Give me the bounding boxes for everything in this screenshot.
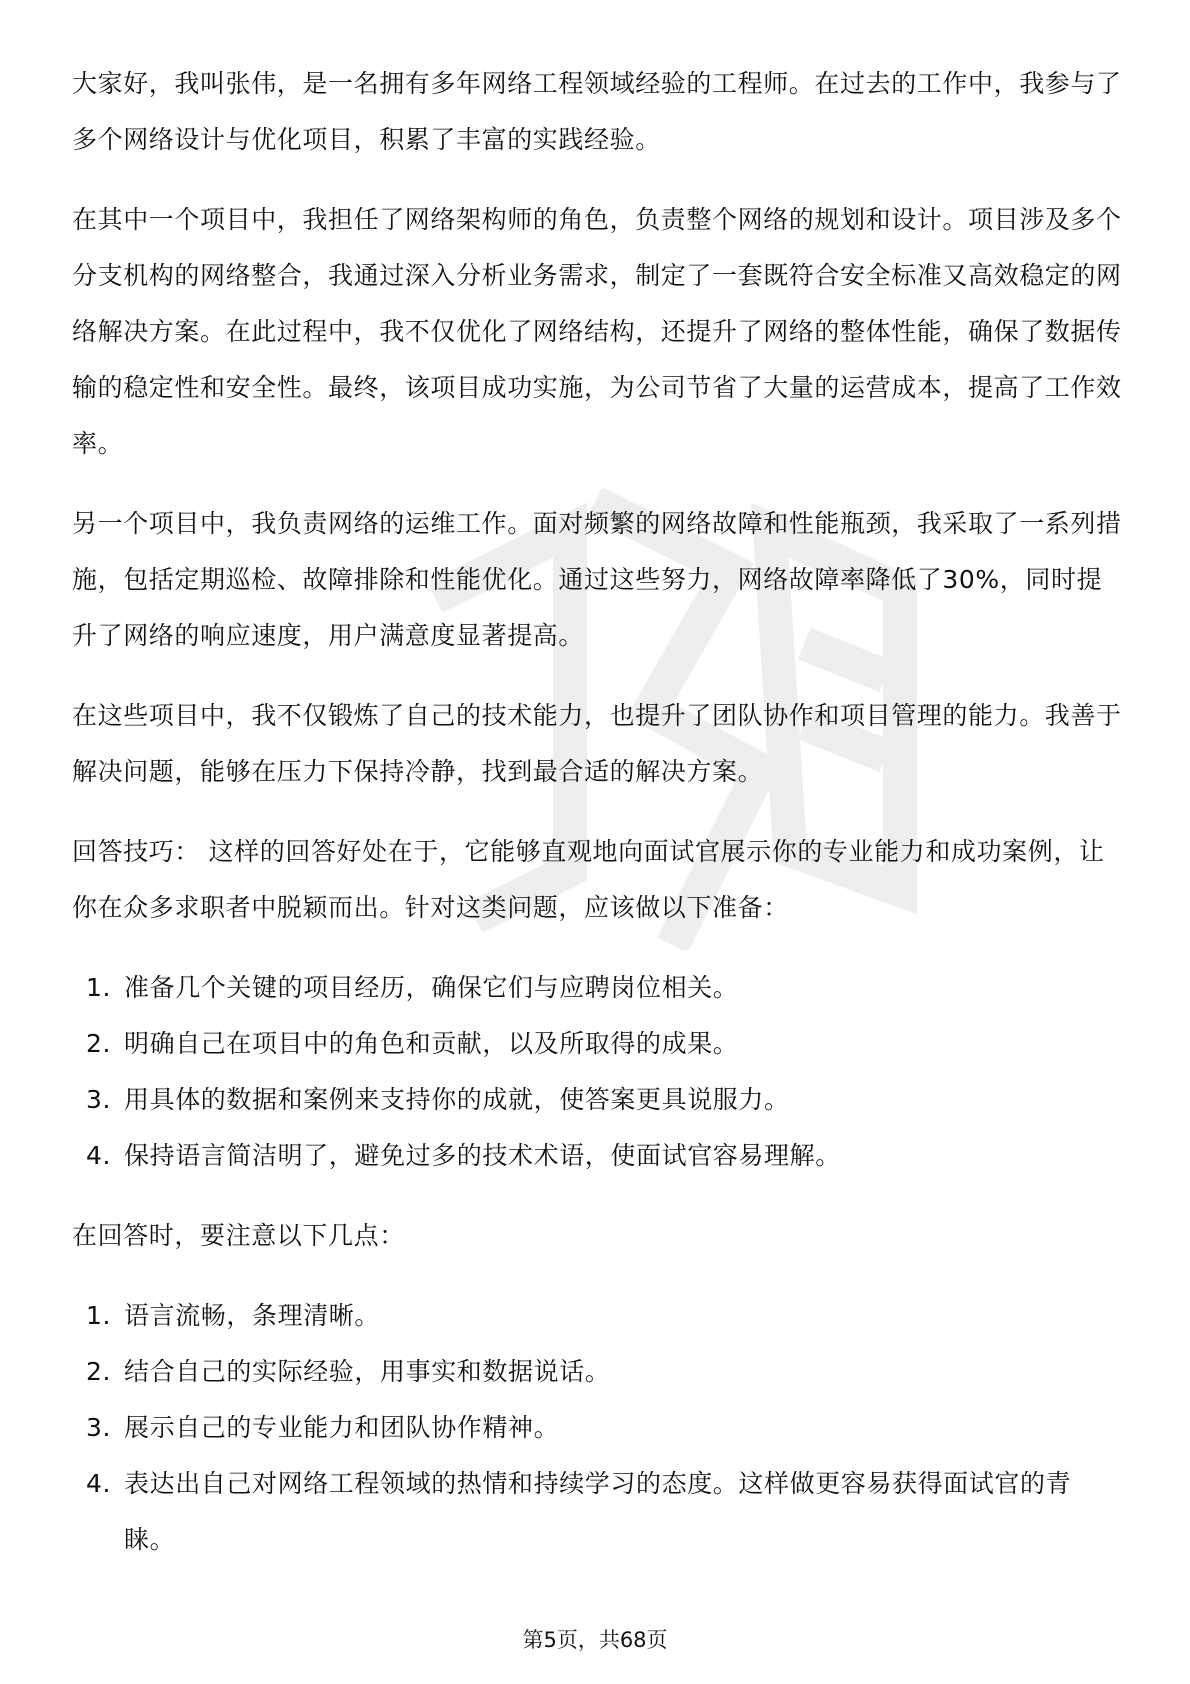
list-item <box>72 1456 1122 1568</box>
notes-list <box>72 1288 1122 1568</box>
list-item <box>72 1128 1122 1184</box>
list-item <box>72 1288 1122 1344</box>
project-two-paragraph: 另一个项目中，我负责网络的运维工作。面对频繁的网络故障和性能瓶颈，我采取了一系列措施，包括定期巡检、故障排除和性能优化。通过这些努力，网络故障率降低了30%，同时提升了网络的响应速度，用户满意度显著提高。 <box>72 509 1122 650</box>
list-item-text: 展示自己的专业能力和团队协作精神。 <box>124 1413 560 1442</box>
list-item <box>72 1400 1122 1456</box>
list-item-text: 明确自己在项目中的角色和贡献，以及所取得的成果。 <box>124 1029 739 1058</box>
list-item-text: 表达出自己对网络工程领域的热情和持续学习的态度。这样做更容易获得面试官的青睐。 <box>124 1469 1072 1554</box>
project-one-paragraph: 在其中一个项目中，我担任了网络架构师的角色，负责整个网络的规划和设计。项目涉及多个分支机构的网络整合，我通过深入分析业务需求，制定了一套既符合安全标准又高效稳定的网络解决方案。在此过程中，我不仅优化了网络结构，还提升了网络的整体性能，确保了数据传输的稳定性和安全性。最终，该项目成功实施，为公司节省了大量的运营成本，提高了工作效率。 <box>72 205 1122 458</box>
list-item-text: 结合自己的实际经验，用事实和数据说话。 <box>124 1357 611 1386</box>
list-item <box>72 960 1122 1016</box>
list-number: 1. <box>86 1301 112 1330</box>
list-item-text: 保持语言简洁明了，避免过多的技术术语，使面试官容易理解。 <box>124 1141 841 1170</box>
list-item <box>72 1344 1122 1400</box>
intro-paragraph: 大家好，我叫张伟，是一名拥有多年网络工程领域经验的工程师。在过去的工作中，我参与了多个网络设计与优化项目，积累了丰富的实践经验。 <box>72 69 1122 154</box>
preparation-list <box>72 960 1122 1184</box>
list-item <box>72 1016 1122 1072</box>
list-item <box>72 1072 1122 1128</box>
summary-paragraph: 在这些项目中，我不仅锻炼了自己的技术能力，也提升了团队协作和项目管理的能力。我善于解决问题，能够在压力下保持冷静，找到最合适的解决方案。 <box>72 701 1122 786</box>
list-item-text: 用具体的数据和案例来支持你的成就，使答案更具说服力。 <box>124 1085 790 1114</box>
list-number: 3. <box>86 1085 112 1114</box>
list-number: 2. <box>86 1029 112 1058</box>
page-footer: 第5页，共68页 <box>522 1628 668 1652</box>
list-number: 4. <box>86 1141 112 1170</box>
list-number: 2. <box>86 1357 112 1386</box>
list-number: 1. <box>86 973 112 1002</box>
list-number: 3. <box>86 1413 112 1442</box>
list-item-text: 语言流畅，条理清晰。 <box>124 1301 381 1330</box>
list-item-text: 准备几个关键的项目经历，确保它们与应聘岗位相关。 <box>124 973 739 1002</box>
list-number: 4. <box>86 1469 112 1498</box>
answer-tips-paragraph: 回答技巧： 这样的回答好处在于，它能够直观地向面试官展示你的专业能力和成功案例，让你在众多求职者中脱颖而出。针对这类问题，应该做以下准备： <box>72 837 1105 922</box>
notes-intro: 在回答时，要注意以下几点： <box>72 1221 405 1250</box>
document-body <box>72 56 1122 1592</box>
